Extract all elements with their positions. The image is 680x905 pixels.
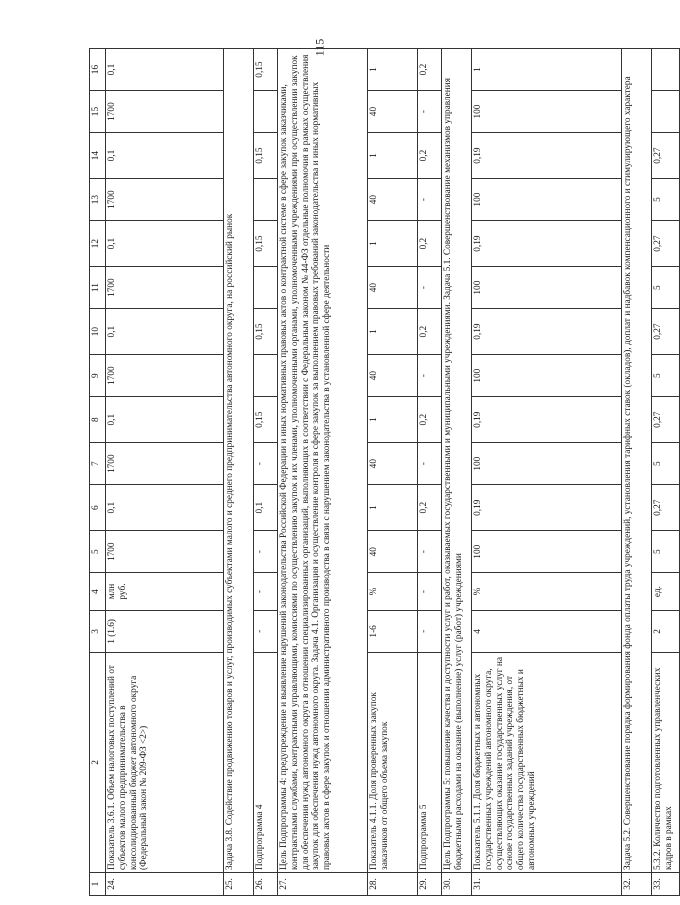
value-cell: 1700 <box>106 91 224 133</box>
column-header: 15 <box>90 91 106 133</box>
value-cell: 100 <box>472 355 622 397</box>
value-cell: 0,1 <box>106 309 224 355</box>
value-cell: - <box>254 443 278 485</box>
value-cell: 0,19 <box>472 133 622 179</box>
value-cell: % <box>368 573 418 611</box>
value-cell: 1700 <box>106 179 224 221</box>
value-cell: 0,27 <box>652 485 680 531</box>
value-cell: 100 <box>472 91 622 133</box>
value-cell: 1 <box>368 221 418 267</box>
column-header: 16 <box>90 49 106 91</box>
value-cell <box>254 267 278 309</box>
indicator-name-cell: Подпрограмма 4 <box>254 652 278 872</box>
column-header: 4 <box>90 573 106 611</box>
value-cell: млн руб. <box>106 573 224 611</box>
value-cell: 4 <box>472 610 622 652</box>
value-cell: 1 <box>368 485 418 531</box>
value-cell: - <box>418 179 442 221</box>
column-header: 14 <box>90 133 106 179</box>
value-cell: - <box>418 573 442 611</box>
value-cell: - <box>254 531 278 573</box>
indicator-name-cell: 5.3.2. Количество подготовленных управленческих кадров в рамках <box>652 652 680 872</box>
value-cell: 40 <box>368 179 418 221</box>
value-cell: 40 <box>368 443 418 485</box>
column-header: 13 <box>90 179 106 221</box>
value-cell: 40 <box>368 355 418 397</box>
value-cell: 0,15 <box>254 221 278 267</box>
row-number: 30. <box>442 872 472 895</box>
value-cell: ед. <box>652 573 680 611</box>
value-cell: 0,19 <box>472 221 622 267</box>
value-cell <box>254 179 278 221</box>
value-cell: - <box>418 443 442 485</box>
value-cell: 2 <box>652 610 680 652</box>
value-cell: 0,1 <box>106 221 224 267</box>
section-heading-cell: Задача 3.8. Содействие продвижению товаров и услуг, производимых субъектами малого и среднего предпринимательства автономного округа, на российский рынок <box>224 49 254 873</box>
value-cell: - <box>418 531 442 573</box>
value-cell: 0,27 <box>652 397 680 443</box>
row-number: 31. <box>472 872 622 895</box>
indicator-name-cell: Показатель 3.6.1. Объем налоговых поступлений от субъектов малого предпринимательства в консолидированный бюджет автономного округа (Федеральный закон № 209-ФЗ <2>) <box>106 652 224 872</box>
value-cell: 100 <box>472 179 622 221</box>
value-cell: 0,2 <box>418 485 442 531</box>
row-number: 33. <box>652 872 680 895</box>
value-cell: 1 <box>368 49 418 91</box>
value-cell: 1 <box>368 133 418 179</box>
row-number: 26. <box>254 872 278 895</box>
value-cell: 5 <box>652 179 680 221</box>
table-header-row <box>90 49 106 896</box>
column-header: 1 <box>90 872 106 895</box>
indicator-name-cell: Подпрограмма 5 <box>418 652 442 872</box>
value-cell: 1700 <box>106 355 224 397</box>
value-cell: 40 <box>368 91 418 133</box>
value-cell: 0,2 <box>418 133 442 179</box>
value-cell: 1700 <box>106 443 224 485</box>
section-heading-cell: Цель Подпрограммы 4: предупреждение и выявление нарушений законодательства Российской Федерации и иных нормативных правовых актов о контрактной системе в сфере закупок заказчиками, контрактными службами, контрактными управляющими, комиссиями по осуществлению закупок и их членами, уполномоченными органами, уполномоченными учреждениями при осуществлении закупок для обеспечения нужд автономного округа в отношении специализированных организаций, выполняющих в соответствии с Федеральным законом № 44-ФЗ отдельные полномочия в рамках осуществления закупок для обеспечения нужд автономного округа. Задача 4.1. Организация и осуществление контроля в сфере закупок за выполнением правовых требований законодательства и иных нормативных правовых актов в сфере закупок и отношении административного производства в связи с нарушением законодательства в установленной сфере деятельности <box>278 49 368 873</box>
table-row <box>418 49 442 896</box>
row-number: 27. <box>278 872 368 895</box>
value-cell: - <box>418 610 442 652</box>
value-cell: 100 <box>472 267 622 309</box>
value-cell: 0,2 <box>418 309 442 355</box>
row-number: 25. <box>224 872 254 895</box>
value-cell: 0,1 <box>106 49 224 91</box>
value-cell: 5 <box>652 443 680 485</box>
value-cell: 0,27 <box>652 133 680 179</box>
table-row <box>224 49 254 896</box>
value-cell: 0,19 <box>472 397 622 443</box>
value-cell <box>254 91 278 133</box>
value-cell: 0,27 <box>652 221 680 267</box>
value-cell: 0,2 <box>418 397 442 443</box>
value-cell: 0,15 <box>254 397 278 443</box>
value-cell: 1700 <box>106 531 224 573</box>
column-header: 6 <box>90 485 106 531</box>
value-cell: - <box>254 573 278 611</box>
row-number: 28. <box>368 872 418 895</box>
value-cell: 1 <box>368 397 418 443</box>
value-cell: 0,15 <box>254 133 278 179</box>
indicator-name-cell: Показатель 5.1.1. Доля бюджетных и автономных государственных учреждений автономного округа, осуществляющих оказание государственных услуг на основе государственных заданий учреждения, от общего количества государственных бюджетных и автономных учреждений <box>472 652 622 872</box>
row-number: 29. <box>418 872 442 895</box>
value-cell: 100 <box>472 531 622 573</box>
value-cell: 1700 <box>106 267 224 309</box>
table-row <box>254 49 278 896</box>
indicator-name-cell: Показатель 4.1.1. Доля проверенных закупок заказчиков от общего объема закупок <box>368 652 418 872</box>
page-number: 115 <box>312 38 327 57</box>
table-row <box>106 49 224 896</box>
column-header: 7 <box>90 443 106 485</box>
column-header: 12 <box>90 221 106 267</box>
table-row <box>442 49 472 896</box>
value-cell: 0,1 <box>106 485 224 531</box>
value-cell: - <box>418 91 442 133</box>
table-row <box>472 49 622 896</box>
column-header: 8 <box>90 397 106 443</box>
value-cell: 1 (1.6) <box>106 610 224 652</box>
value-cell: 1 <box>472 49 622 91</box>
value-cell: 0,15 <box>254 309 278 355</box>
value-cell: 100 <box>472 443 622 485</box>
table-row <box>652 49 680 896</box>
value-cell: 5 <box>652 531 680 573</box>
value-cell: 1 <box>368 309 418 355</box>
value-cell: 0,2 <box>418 221 442 267</box>
column-header: 5 <box>90 531 106 573</box>
row-number: 24. <box>106 872 224 895</box>
value-cell <box>652 49 680 91</box>
value-cell: 1-6 <box>368 610 418 652</box>
value-cell: 0,1 <box>106 397 224 443</box>
value-cell <box>254 355 278 397</box>
column-header: 3 <box>90 610 106 652</box>
indicators-table <box>89 48 680 896</box>
value-cell: 0,19 <box>472 309 622 355</box>
column-header: 11 <box>90 267 106 309</box>
value-cell: - <box>418 267 442 309</box>
value-cell: 40 <box>368 531 418 573</box>
value-cell <box>652 91 680 133</box>
column-header: 9 <box>90 355 106 397</box>
table-row <box>622 49 652 896</box>
document-sheet <box>89 48 674 896</box>
value-cell: 0,1 <box>254 485 278 531</box>
table-row <box>278 49 368 896</box>
value-cell: 0,27 <box>652 309 680 355</box>
section-heading-cell: Цель Подпрограммы 5: повышение качества и доступности услуг и работ, оказываемых государственными и муниципальными учреждениями. Задача 5.1. Совершенствование механизмов управления бюджетными расходами на оказание (выполнение) услуг (работ) учреждениями <box>442 49 472 873</box>
table-row <box>368 49 418 896</box>
value-cell: % <box>472 573 622 611</box>
section-heading-cell: Задача 5.2. Совершенствование порядка формирования фонда оплаты труда учреждений, установления тарифных ставок (окладов), доплат и надбавок компенсационного и стимулирующего характера <box>622 49 652 873</box>
value-cell: 5 <box>652 355 680 397</box>
value-cell: 0,19 <box>472 485 622 531</box>
value-cell: 0,15 <box>254 49 278 91</box>
value-cell: - <box>254 610 278 652</box>
value-cell: 0,2 <box>418 49 442 91</box>
value-cell: 40 <box>368 267 418 309</box>
value-cell: - <box>418 355 442 397</box>
row-number: 32. <box>622 872 652 895</box>
column-header: 10 <box>90 309 106 355</box>
value-cell: 5 <box>652 267 680 309</box>
value-cell: 0,1 <box>106 133 224 179</box>
column-header: 2 <box>90 652 106 872</box>
